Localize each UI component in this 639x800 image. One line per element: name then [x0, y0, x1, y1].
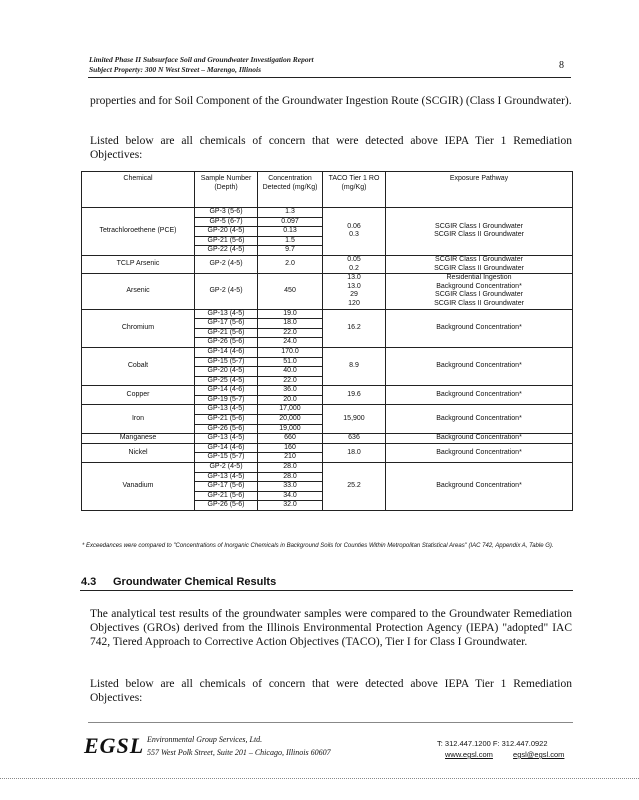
exposure-pathway-value: Residential Ingestion	[446, 274, 512, 282]
chemical-cell: TCLP Arsenic	[82, 255, 195, 273]
section-heading	[81, 576, 276, 588]
chemical-cell: Chromium	[82, 309, 195, 347]
col-header-pathway: Exposure Pathway	[386, 172, 573, 208]
concentration-cell	[258, 386, 323, 405]
concentration-cell	[258, 463, 323, 511]
chemical-cell: Vanadium	[82, 463, 195, 511]
table-footnote: * Exceedances were compared to "Concentrations of Inorganic Chemicals in Background Soils for Counties Within Metropolitan Statistical Areas" (IAC 742, Appendix A, Table G).	[82, 543, 554, 549]
chemical-cell: Copper	[82, 386, 195, 405]
col-header-concentration: Concentration Detected (mg/Kg)	[258, 172, 323, 208]
sample-value: GP-17 (5-6)	[195, 482, 257, 492]
table-row	[82, 405, 573, 434]
exposure-pathway-value: Background Concentration*	[436, 482, 522, 490]
taco-ro-cell	[323, 443, 386, 462]
concentration-value: 660	[284, 434, 296, 442]
sample-value: GP-25 (4-5)	[207, 376, 245, 384]
sample-value: GP-26 (5-6)	[207, 424, 245, 432]
exposure-pathway-value: SCGIR Class II Groundwater	[434, 264, 524, 272]
sample-value: GP-5 (6-7)	[195, 218, 257, 228]
sample-cell	[195, 405, 258, 434]
footer-contact-block	[437, 738, 564, 760]
concentration-cell	[258, 443, 323, 462]
intro-paragraph-1: properties and for Soil Component of the Groundwater Ingestion Route (SCGIR) (Class I Groundwater).	[90, 95, 572, 107]
concentration-value: 22.0	[283, 376, 297, 384]
footer-web-row	[437, 749, 564, 760]
exposure-pathway-value: SCGIR Class I Groundwater	[435, 291, 523, 299]
footer-company-name: Environmental Group Services, Ltd.	[147, 735, 263, 744]
taco-ro-cell	[323, 405, 386, 434]
table-row	[82, 208, 573, 256]
concentration-cell	[258, 274, 323, 309]
footer-web[interactable]: www.egsl.com	[445, 750, 493, 759]
sample-value: GP-19 (5-7)	[207, 395, 245, 403]
header-rule	[88, 77, 571, 78]
col-header-ro: TACO Tier 1 RO (mg/Kg)	[323, 172, 386, 208]
concentration-value: 19.0	[258, 310, 322, 320]
scan-edge-dots	[0, 778, 639, 779]
sample-value: GP-13 (4-5)	[195, 405, 257, 415]
concentration-value: 20,000	[258, 415, 322, 425]
exposure-pathway-value: SCGIR Class II Groundwater	[434, 299, 524, 307]
concentration-value: 20.0	[283, 395, 297, 403]
concentration-value: 2.0	[285, 260, 295, 268]
exposure-pathway-cell	[386, 208, 573, 256]
concentration-value: 51.0	[258, 358, 322, 368]
footer-rule	[88, 722, 573, 723]
taco-ro-value: 25.2	[347, 482, 361, 490]
exposure-pathway-value: Background Concentration*	[436, 323, 522, 331]
exposure-pathway-cell	[386, 274, 573, 309]
concentration-value: 34.0	[258, 492, 322, 502]
section-title: Groundwater Chemical Results	[113, 576, 277, 588]
footer-address: 557 West Polk Street, Suite 201 – Chicago, Illinois 60607	[147, 748, 331, 757]
taco-ro-value: 13.0	[347, 274, 361, 282]
running-header	[89, 55, 314, 75]
footer-phone: T: 312.447.1200 F: 312.447.0922	[437, 739, 548, 748]
exposure-pathway-value: SCGIR Class I Groundwater	[435, 222, 523, 230]
concentration-value: 28.0	[258, 463, 322, 473]
taco-ro-value: 15,900	[343, 415, 365, 423]
concentration-cell	[258, 434, 323, 444]
concentration-value: 170.0	[258, 348, 322, 358]
concentration-value: 0.13	[258, 227, 322, 237]
concentration-value: 17,000	[258, 405, 322, 415]
sample-value: GP-21 (5-6)	[195, 237, 257, 247]
taco-ro-value: 8.9	[349, 362, 359, 370]
company-logo: EGSL	[84, 733, 145, 758]
sample-cell	[195, 274, 258, 309]
exposure-pathway-value: Background Concentration*	[436, 282, 522, 290]
sample-value: GP-21 (5-6)	[195, 329, 257, 339]
sample-value: GP-20 (4-5)	[195, 367, 257, 377]
soil-chemicals-table	[81, 171, 573, 511]
taco-ro-value: 18.0	[347, 448, 361, 456]
concentration-value: 450	[284, 287, 296, 295]
concentration-cell	[258, 347, 323, 385]
concentration-value: 1.3	[258, 208, 322, 218]
concentration-value: 18.0	[258, 319, 322, 329]
col-header-chemical: Chemical	[82, 172, 195, 208]
concentration-value: 210	[284, 453, 296, 461]
table-row	[82, 274, 573, 309]
sample-value: GP-21 (5-6)	[195, 415, 257, 425]
exposure-pathway-value: Background Concentration*	[436, 362, 522, 370]
taco-ro-cell	[323, 434, 386, 444]
exposure-pathway-value: Background Concentration*	[436, 434, 522, 442]
exposure-pathway-value: Background Concentration*	[436, 448, 522, 456]
taco-ro-value: 16.2	[347, 323, 361, 331]
concentration-value: 9.7	[285, 246, 295, 254]
sample-cell	[195, 434, 258, 444]
concentration-value: 33.0	[258, 482, 322, 492]
exposure-pathway-value: SCGIR Class II Groundwater	[434, 231, 524, 239]
concentration-value: 1.5	[258, 237, 322, 247]
concentration-value: 36.0	[258, 386, 322, 396]
sample-value: GP-17 (5-6)	[195, 319, 257, 329]
exposure-pathway-value: Background Concentration*	[436, 415, 522, 423]
concentration-value: 24.0	[283, 338, 297, 346]
sample-value: GP-14 (4-6)	[195, 444, 257, 454]
sample-value: GP-21 (5-6)	[195, 492, 257, 502]
concentration-value: 22.0	[258, 329, 322, 339]
sample-cell	[195, 208, 258, 256]
chemical-cell: Nickel	[82, 443, 195, 462]
sample-cell	[195, 463, 258, 511]
sample-value: GP-14 (4-6)	[195, 348, 257, 358]
exposure-pathway-cell	[386, 443, 573, 462]
sample-cell	[195, 347, 258, 385]
table-row	[82, 463, 573, 511]
table-row	[82, 443, 573, 462]
section-rule	[80, 590, 573, 591]
taco-ro-cell	[323, 347, 386, 385]
page-number: 8	[559, 60, 564, 71]
taco-ro-value: 0.2	[349, 264, 359, 272]
sample-value: GP-14 (4-6)	[195, 386, 257, 396]
sample-cell	[195, 443, 258, 462]
taco-ro-value: 29	[350, 291, 358, 299]
chemical-cell: Cobalt	[82, 347, 195, 385]
exposure-pathway-cell	[386, 434, 573, 444]
body-paragraph-1: The analytical test results of the groundwater samples were compared to the Groundwater Remediation Objectives (GROs) derived from the Illinois Environmental Protection Agency (IEPA) "adopted" IAC 742, Tiered Approach to Corrective Action Objectives (TACO), Tier I for Class I Groundwater.	[90, 608, 572, 648]
sample-value: GP-26 (5-6)	[207, 501, 245, 509]
concentration-value: 0.097	[258, 218, 322, 228]
exposure-pathway-cell	[386, 309, 573, 347]
intro-paragraph-2: Listed below are all chemicals of concern that were detected above IEPA Tier 1 Remediation Objectives:	[90, 135, 572, 161]
taco-ro-cell	[323, 309, 386, 347]
concentration-cell	[258, 208, 323, 256]
sample-value: GP-2 (4-5)	[209, 287, 243, 295]
table-row	[82, 434, 573, 444]
col-header-sample: Sample Number (Depth)	[195, 172, 258, 208]
table-header-row	[82, 172, 573, 208]
exposure-pathway-cell	[386, 405, 573, 434]
taco-ro-value: 0.3	[349, 231, 359, 239]
chemical-cell: Arsenic	[82, 274, 195, 309]
concentration-cell	[258, 255, 323, 273]
table-row	[82, 309, 573, 347]
exposure-pathway-cell	[386, 347, 573, 385]
footer-email[interactable]: egsl@egsl.com	[513, 750, 565, 759]
exposure-pathway-value: SCGIR Class I Groundwater	[435, 255, 523, 263]
concentration-value: 28.0	[258, 473, 322, 483]
footer-company-block	[147, 733, 331, 759]
sample-value: GP-20 (4-5)	[195, 227, 257, 237]
concentration-cell	[258, 309, 323, 347]
chemical-cell: Manganese	[82, 434, 195, 444]
chemical-cell: Tetrachloroethene (PCE)	[82, 208, 195, 256]
taco-ro-value: 120	[348, 299, 360, 307]
chemical-cell: Iron	[82, 405, 195, 434]
taco-ro-cell	[323, 386, 386, 405]
sample-value: GP-13 (4-5)	[195, 310, 257, 320]
sample-cell	[195, 386, 258, 405]
concentration-value: 19,000	[279, 424, 301, 432]
sample-value: GP-2 (4-5)	[209, 260, 243, 268]
sample-cell	[195, 255, 258, 273]
sample-value: GP-26 (5-6)	[207, 338, 245, 346]
sample-value: GP-15 (5-7)	[195, 358, 257, 368]
concentration-value: 32.0	[283, 501, 297, 509]
sample-cell	[195, 309, 258, 347]
concentration-value: 160	[258, 444, 322, 454]
sample-value: GP-3 (5-6)	[195, 208, 257, 218]
header-line-2: Subject Property: 300 N West Street – Marengo, Illinois	[89, 65, 262, 74]
exposure-pathway-cell	[386, 463, 573, 511]
sample-value: GP-15 (5-7)	[207, 453, 245, 461]
exposure-pathway-cell	[386, 386, 573, 405]
concentration-cell	[258, 405, 323, 434]
body-paragraph-2: Listed below are all chemicals of concern that were detected above IEPA Tier 1 Remediation Objectives:	[90, 678, 572, 704]
table-row	[82, 347, 573, 385]
sample-value: GP-22 (4-5)	[207, 246, 245, 254]
table-row	[82, 255, 573, 273]
taco-ro-cell	[323, 463, 386, 511]
table-row	[82, 386, 573, 405]
taco-ro-cell	[323, 274, 386, 309]
taco-ro-value: 0.06	[347, 222, 361, 230]
sample-value: GP-13 (4-5)	[207, 434, 245, 442]
taco-ro-value: 19.6	[347, 391, 361, 399]
table-body	[82, 208, 573, 511]
taco-ro-value: 13.0	[347, 282, 361, 290]
sample-value: GP-13 (4-5)	[195, 473, 257, 483]
taco-ro-cell	[323, 255, 386, 273]
header-line-1: Limited Phase II Subsurface Soil and Groundwater Investigation Report	[89, 55, 314, 64]
exposure-pathway-value: Background Concentration*	[436, 391, 522, 399]
sample-value: GP-2 (4-5)	[195, 463, 257, 473]
section-number: 4.3	[81, 576, 97, 588]
concentration-value: 40.0	[258, 367, 322, 377]
exposure-pathway-cell	[386, 255, 573, 273]
taco-ro-value: 636	[348, 434, 360, 442]
taco-ro-cell	[323, 208, 386, 256]
taco-ro-value: 0.05	[347, 255, 361, 263]
